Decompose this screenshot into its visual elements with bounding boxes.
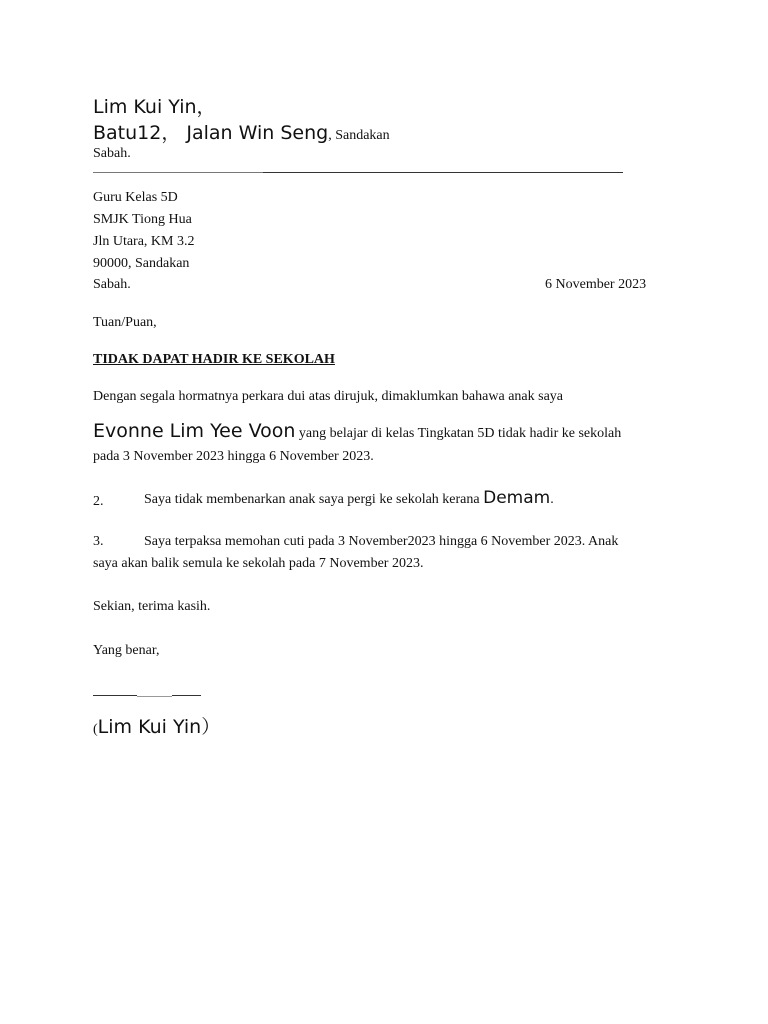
paragraph-2-end: . <box>550 492 554 507</box>
recipient-line3: Jln Utara, KM 3.2 <box>93 234 195 249</box>
signature-open-paren: ( <box>93 722 98 737</box>
header-rule-right <box>263 172 623 173</box>
paragraph-3-line2: saya akan balik semula ke sekolah pada 7 November 2023. <box>93 556 424 571</box>
absence-reason: Demam <box>483 488 551 508</box>
letter-date: 6 November 2023 <box>545 277 647 292</box>
recipient-line1: Guru Kelas 5D <box>93 190 178 205</box>
signature-name: Lim Kui Yin <box>97 716 202 738</box>
sender-name: Lim Kui Yin， <box>93 96 216 118</box>
child-name: Evonne Lim Yee Voon <box>93 420 296 442</box>
paragraph-1-line2 <box>93 420 621 442</box>
header-rule-left <box>93 172 263 173</box>
sender-street: Batu12， Jalan Win Seng <box>93 122 329 144</box>
closing: Sekian, terima kasih. <box>93 599 211 614</box>
paragraph-1-rest: yang belajar di kelas Tingkatan 5D tidak hadir ke sekolah <box>295 426 622 441</box>
signoff: Yang benar, <box>93 643 160 658</box>
letter-subject: TIDAK DAPAT HADIR KE SEKOLAH <box>93 352 335 367</box>
sender-address-line <box>93 118 390 145</box>
paragraph-1-last: pada 3 November 2023 hingga 6 November 2023. <box>93 449 374 464</box>
salutation: Tuan/Puan, <box>93 315 157 330</box>
recipient-line5: Sabah. <box>93 277 131 292</box>
paragraph-2 <box>144 488 554 508</box>
signature-line-mid <box>137 696 172 697</box>
paragraph-2-text: Saya tidak membenarkan anak saya pergi ke sekolah kerana <box>144 492 484 507</box>
signature-line-left <box>93 695 137 696</box>
signature-line-right <box>172 695 201 696</box>
sender-town: , Sandakan <box>328 128 390 143</box>
paragraph-2-number: 2. <box>93 494 104 509</box>
recipient-line4: 90000, Sandakan <box>93 256 190 271</box>
paragraph-3-line1: Saya terpaksa memohan cuti pada 3 November2023 hingga 6 November 2023. Anak <box>144 534 619 549</box>
sender-state: Sabah. <box>93 146 131 161</box>
paragraph-1-intro: Dengan segala hormatnya perkara dui atas dirujuk, dimaklumkan bahawa anak saya <box>93 389 563 404</box>
signature-close-paren: ） <box>201 716 221 738</box>
recipient-line2: SMJK Tiong Hua <box>93 212 192 227</box>
paragraph-3-number: 3. <box>93 534 104 549</box>
signature-name-line <box>93 712 220 739</box>
